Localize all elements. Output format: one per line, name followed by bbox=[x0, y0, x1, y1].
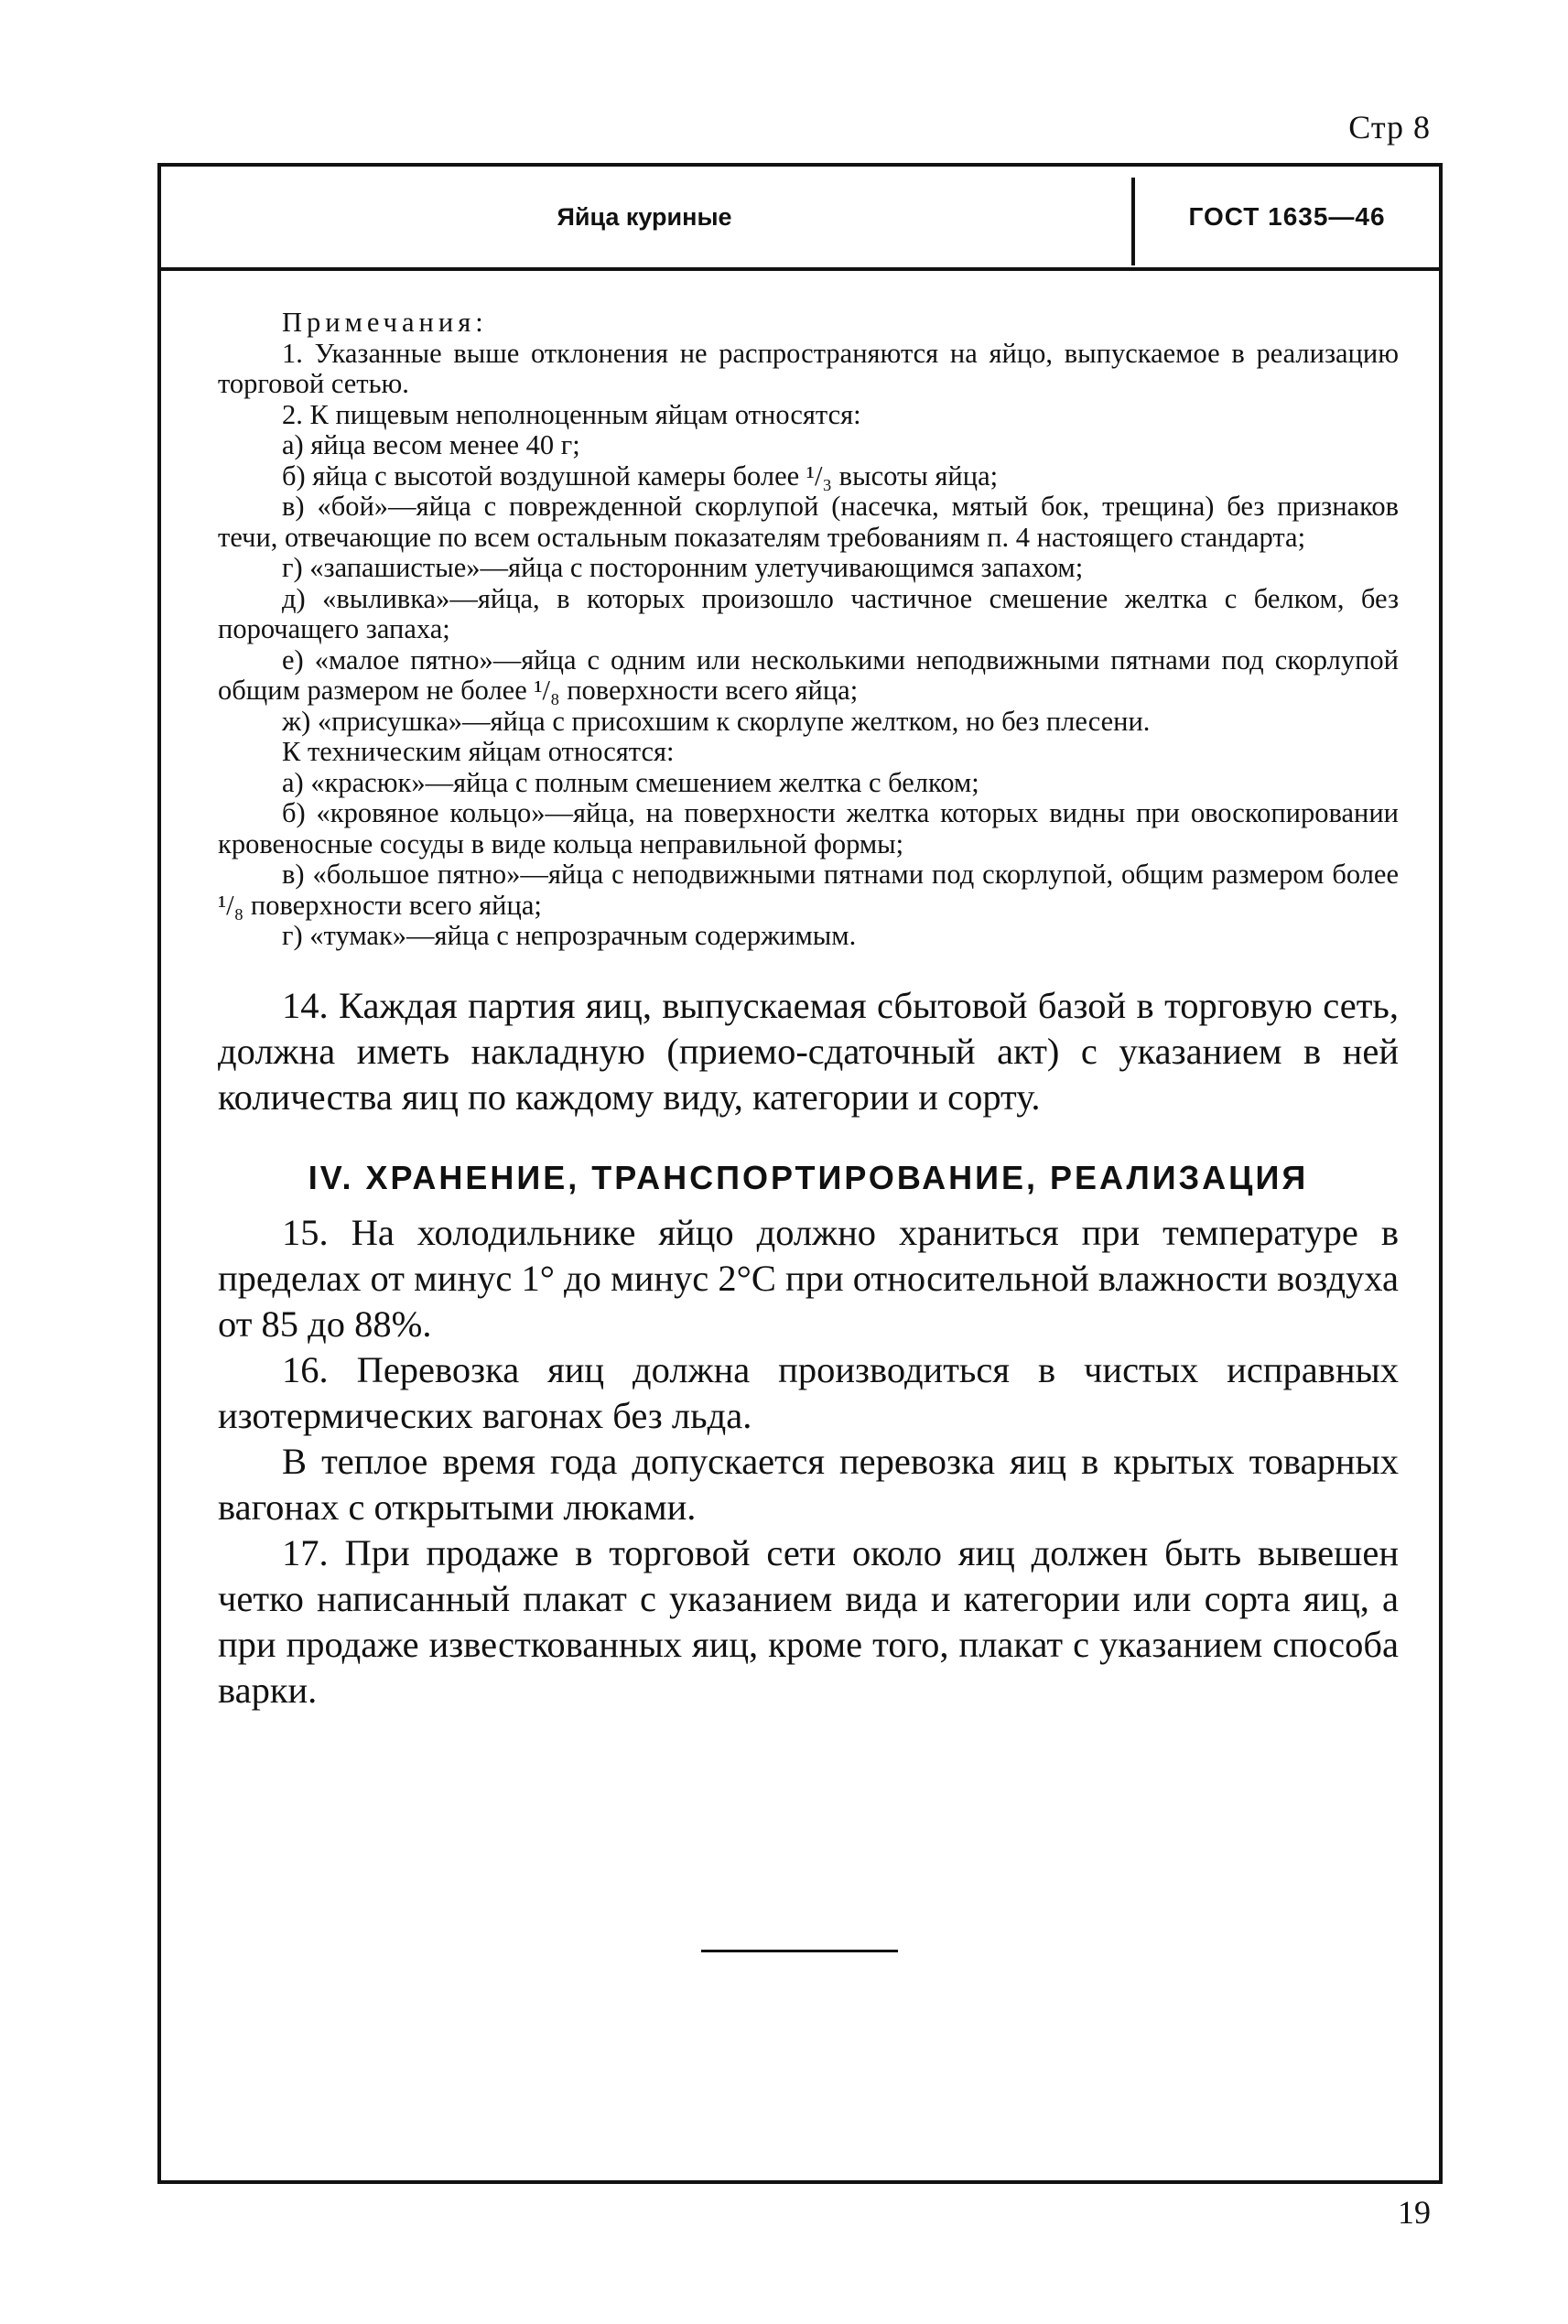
tech-item-b: б) «кровяное кольцо»—яйца, на поверхности желтка которых видны при овоскопировании кровеносные сосуды в виде кольца неправильной формы; bbox=[218, 797, 1399, 859]
note-item-g: г) «запашистые»—яйца с посторонним улетучивающимся запахом; bbox=[282, 552, 1084, 583]
end-rule bbox=[701, 1950, 898, 1952]
note-1: 1. Указанные выше отклонения не распространяются на яйцо, выпускаемое в реализацию торговой сетью. bbox=[218, 337, 1399, 399]
note-item-b: б) яйца с высотой воздушной камеры более ¹/₃ высоты яйца; bbox=[282, 459, 999, 492]
note-item-v: в) «бой»—яйца с поврежденной скорлупой (насечка, мятый бок, трещина) без признаков течи, отвечающие по всем остальным показателям требованиям п. 4 настоящего стандарта; bbox=[218, 491, 1399, 553]
gost-number: ГОСТ 1635—46 bbox=[1188, 202, 1386, 231]
note-item-d: д) «выливка»—яйца, в которых произошло частичное смешение желтка с белком, без порочащего запаха; bbox=[218, 582, 1399, 644]
paragraph-14: 14. Каждая партия яиц, выпускаемая сбытовой базой в торговую сеть, должна иметь накладную (приемо-сдаточный акт) с указанием в ней количества яиц по каждому виду, категории и сорту. bbox=[218, 984, 1399, 1118]
note-item-a: а) яйца весом менее 40 г; bbox=[282, 429, 580, 460]
page-frame bbox=[157, 163, 1443, 2184]
page-number: 19 bbox=[1398, 2194, 1431, 2231]
paragraph-15: 15. На холодильнике яйцо должно храниться при температуре в пределах от минус 1° до минус 2°С при относительной влажности воздуха от 85 до 88%. bbox=[218, 1211, 1399, 1345]
document-body bbox=[218, 308, 1399, 1713]
notes-block bbox=[218, 308, 1399, 952]
main-text bbox=[218, 983, 1399, 1120]
notes-heading: Примечания: bbox=[282, 307, 488, 338]
note-item-e: е) «малое пятно»—яйца с одним или несколькими неподвижными пятнами под скорлупой общим размером не более ¹/₈ поверхности всего яйца; bbox=[218, 643, 1399, 706]
section-heading: IV. ХРАНЕНИЕ, ТРАНСПОРТИРОВАНИЕ, РЕАЛИЗАЦИЯ bbox=[308, 1158, 1309, 1196]
standard-header bbox=[161, 167, 1439, 271]
technical-eggs-heading: К техническим яйцам относятся: bbox=[282, 736, 675, 767]
paragraph-17: 17. При продаже в торговой сети около яиц должен быть вывешен четко написанный плакат с указанием вида и категории или сорта яиц, а при продаже известкованных яиц, кроме того, плакат с указанием способа варки. bbox=[218, 1531, 1399, 1711]
section-iv-text bbox=[218, 1210, 1399, 1713]
tech-item-g: г) «тумак»—яйца с непрозрачным содержимым. bbox=[282, 920, 857, 951]
standard-title: Яйца куриные bbox=[557, 202, 732, 231]
paragraph-16-continued: В теплое время года допускается перевозка яиц в крытых товарных вагонах с открытыми люками. bbox=[218, 1440, 1399, 1528]
page-label: Стр 8 bbox=[1348, 109, 1431, 146]
note-item-zh: ж) «присушка»—яйца с присохшим к скорлупе желтком, но без плесени. bbox=[282, 705, 1151, 737]
note-2: 2. К пищевым неполноценным яйцам относятся: bbox=[282, 398, 861, 430]
tech-item-a: а) «красюк»—яйца с полным смешением желтка с белком; bbox=[282, 766, 979, 798]
tech-item-v: в) «большое пятно»—яйца с неподвижными пятнами под скорлупой, общим размером более ¹/₈ поверхности всего яйца; bbox=[218, 859, 1399, 921]
paragraph-16: 16. Перевозка яиц должна производиться в чистых исправных изотермических вагонах без льда. bbox=[218, 1348, 1399, 1436]
